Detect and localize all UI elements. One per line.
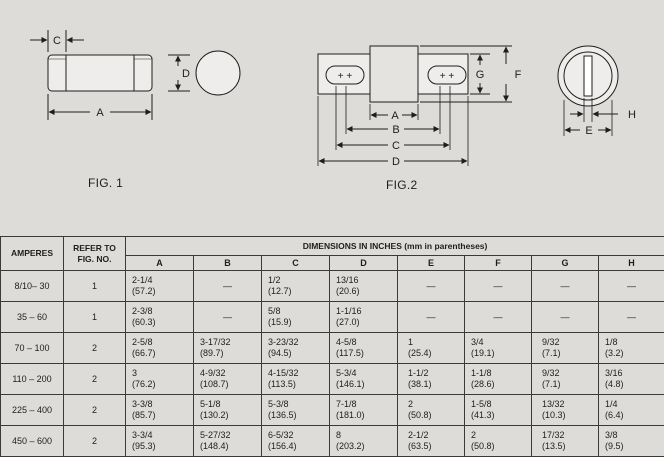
- cell-dim-a: 3-3/4 (95.3): [126, 426, 194, 457]
- header-dimensions: DIMENSIONS IN INCHES (mm in parentheses): [126, 237, 664, 256]
- cell-dim-c: 3-23/32 (94.5): [262, 333, 330, 364]
- cell-dim-d: 5-3/4 (146.1): [330, 364, 398, 395]
- cell-dim-a: 2-3/8 (60.3): [126, 302, 194, 333]
- fig2-caption: FIG.2: [386, 178, 418, 192]
- fig2-label-c: C: [392, 140, 400, 152]
- cell-dim-g: —: [532, 271, 599, 302]
- cell-dim-h: —: [599, 271, 664, 302]
- cell-dim-b: 5-1/8 (130.2): [194, 395, 262, 426]
- cell-dim-f: 3/4 (19.1): [465, 333, 532, 364]
- table-row: [1, 395, 664, 426]
- cell-dim-g: 9/32 (7.1): [532, 364, 599, 395]
- table-row: [1, 426, 664, 457]
- header-col-h: H: [599, 256, 664, 271]
- header-col-b: B: [194, 256, 262, 271]
- cell-fig-no: 2: [64, 333, 126, 364]
- header-col-d: D: [330, 256, 398, 271]
- fuse-drawings-svg: [0, 0, 664, 228]
- cell-dim-h: 1/8 (3.2): [599, 333, 664, 364]
- cell-dim-h: 3/8 (9.5): [599, 426, 664, 457]
- header-col-c: C: [262, 256, 330, 271]
- dimensions-table: [0, 236, 664, 457]
- fig2-terminal-left: + +: [338, 71, 353, 82]
- cell-amperes: 450 – 600: [1, 426, 64, 457]
- cell-dim-g: 9/32 (7.1): [532, 333, 599, 364]
- cell-dim-d: 7-1/8 (181.0): [330, 395, 398, 426]
- cell-dim-f: —: [465, 302, 532, 333]
- cell-dim-d: 8 (203.2): [330, 426, 398, 457]
- fig1-label-d: D: [182, 68, 190, 80]
- cell-dim-b: 3-17/32 (89.7): [194, 333, 262, 364]
- cell-dim-g: 17/32 (13.5): [532, 426, 599, 457]
- fig2-label-e: E: [585, 125, 592, 137]
- cell-amperes: 225 – 400: [1, 395, 64, 426]
- header-col-f: F: [465, 256, 532, 271]
- cell-dim-f: 2 (50.8): [465, 426, 532, 457]
- cell-dim-a: 2-5/8 (66.7): [126, 333, 194, 364]
- cell-dim-d: 1-1/16 (27.0): [330, 302, 398, 333]
- cell-fig-no: 2: [64, 395, 126, 426]
- header-col-a: A: [126, 256, 194, 271]
- cell-dim-e: 1 (25.4): [398, 333, 465, 364]
- cell-fig-no: 2: [64, 364, 126, 395]
- fig2-label-h: H: [628, 109, 636, 121]
- cell-dim-e: 2-1/2 (63.5): [398, 426, 465, 457]
- fig1-label-c: C: [53, 35, 61, 47]
- header-amperes: AMPERES: [1, 237, 64, 271]
- cell-amperes: 70 – 100: [1, 333, 64, 364]
- cell-dim-c: 1/2 (12.7): [262, 271, 330, 302]
- cell-fig-no: 2: [64, 426, 126, 457]
- cell-dim-c: 4-15/32 (113.5): [262, 364, 330, 395]
- cell-dim-h: —: [599, 302, 664, 333]
- fig1-fuse-end-view: [196, 51, 240, 95]
- header-col-e: E: [398, 256, 465, 271]
- table-row: [1, 333, 664, 364]
- cell-dim-d: 4-5/8 (117.5): [330, 333, 398, 364]
- cell-dim-g: —: [532, 302, 599, 333]
- cell-dim-f: —: [465, 271, 532, 302]
- cell-dim-h: 1/4 (6.4): [599, 395, 664, 426]
- cell-fig-no: 1: [64, 302, 126, 333]
- cell-dim-h: 3/16 (4.8): [599, 364, 664, 395]
- cell-dim-c: 6-5/32 (156.4): [262, 426, 330, 457]
- cell-dim-e: 2 (50.8): [398, 395, 465, 426]
- cell-dim-c: 5-3/8 (136.5): [262, 395, 330, 426]
- cell-dim-b: 4-9/32 (108.7): [194, 364, 262, 395]
- fig2-label-g: G: [476, 69, 485, 81]
- technical-drawing: [0, 0, 664, 228]
- cell-dim-b: —: [194, 271, 262, 302]
- cell-dim-d: 13/16 (20.6): [330, 271, 398, 302]
- cell-dim-g: 13/32 (10.3): [532, 395, 599, 426]
- cell-fig-no: 1: [64, 271, 126, 302]
- table-row: [1, 364, 664, 395]
- cell-dim-f: 1-5/8 (41.3): [465, 395, 532, 426]
- fig1-label-a: A: [96, 107, 104, 119]
- cell-amperes: 8/10– 30: [1, 271, 64, 302]
- cell-amperes: 35 – 60: [1, 302, 64, 333]
- fig2-label-a: A: [391, 110, 399, 122]
- fig1-fuse-side-view: [48, 55, 152, 91]
- cell-dim-c: 5/8 (15.9): [262, 302, 330, 333]
- cell-dim-e: —: [398, 271, 465, 302]
- fig2-terminal-right: + +: [440, 71, 455, 82]
- cell-dim-f: 1-1/8 (28.6): [465, 364, 532, 395]
- cell-dim-a: 3-3/8 (85.7): [126, 395, 194, 426]
- cell-dim-a: 3 (76.2): [126, 364, 194, 395]
- cell-dim-e: —: [398, 302, 465, 333]
- header-refer-to-fig: REFER TO FIG. NO.: [64, 237, 126, 271]
- table-body: [1, 271, 664, 457]
- cell-dim-b: 5-27/32 (148.4): [194, 426, 262, 457]
- dimensions-table-container: [0, 236, 664, 450]
- fig2-label-d: D: [392, 156, 400, 168]
- fig2-fuse-end-view: [558, 46, 618, 106]
- cell-dim-b: —: [194, 302, 262, 333]
- cell-dim-a: 2-1/4 (57.2): [126, 271, 194, 302]
- fig2-label-b: B: [392, 124, 399, 136]
- fig2-label-f: F: [515, 69, 522, 81]
- cell-dim-e: 1-1/2 (38.1): [398, 364, 465, 395]
- fig1-caption: FIG. 1: [88, 176, 123, 190]
- table-row: [1, 302, 664, 333]
- cell-amperes: 110 – 200: [1, 364, 64, 395]
- header-col-g: G: [532, 256, 599, 271]
- table-row: [1, 271, 664, 302]
